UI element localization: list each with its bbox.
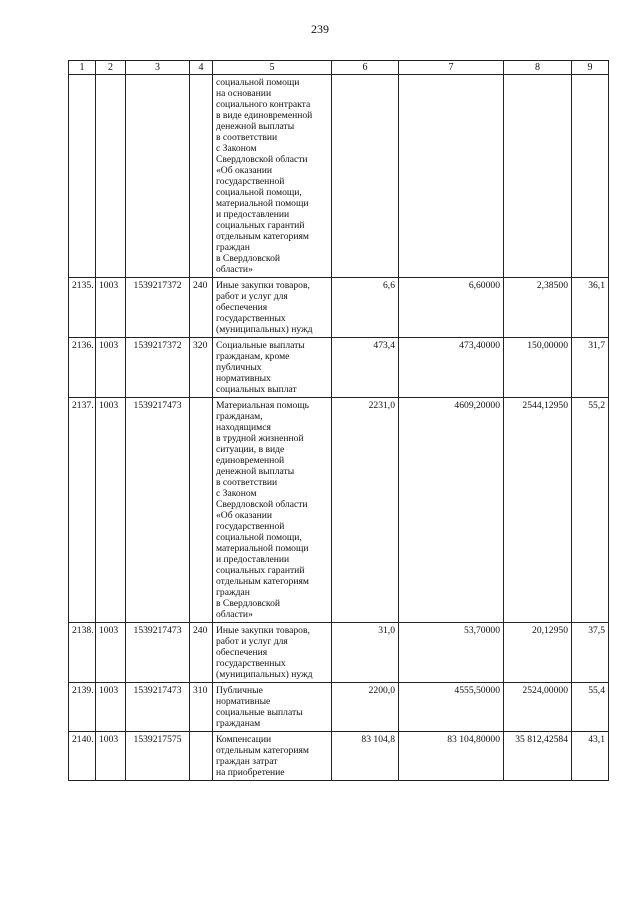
value-col6: 83 104,8 xyxy=(332,732,399,781)
row-number: 2140. xyxy=(69,732,96,781)
section-code: 1003 xyxy=(96,683,126,732)
section-code: 1003 xyxy=(96,623,126,683)
row-description: Материальная помощь гражданам, находящимся в трудной жизненной ситуации, в виде единовременной денежной выплаты в соответствии с Законом Свердловской области «Об оказании государственной социальной помощи, материальной помощи и предоставлении социальных гарантий отдельным категориям граждан в Свердловской области» xyxy=(213,398,332,623)
value-col6: 473,4 xyxy=(332,338,399,398)
table-row xyxy=(69,732,609,781)
target-code: 1539217473 xyxy=(126,398,190,623)
value-col9: 36,1 xyxy=(572,278,609,338)
table-row xyxy=(69,623,609,683)
row-description: социальной помощи на основании социального контракта в виде единовременной денежной выплаты в соответствии с Законом Свердловской области «Об оказании государственной социальной помощи, материальной помощи и предоставлении социальных гарантий отдельным категориям граждан в Свердловской области» xyxy=(213,75,332,278)
row-number: 2136. xyxy=(69,338,96,398)
value-col6: 31,0 xyxy=(332,623,399,683)
expense-type: 310 xyxy=(190,683,213,732)
value-col6: 2231,0 xyxy=(332,398,399,623)
value-col7: 83 104,80000 xyxy=(399,732,504,781)
target-code: 1539217575 xyxy=(126,732,190,781)
header-row xyxy=(69,61,609,75)
expense-type: 240 xyxy=(190,623,213,683)
expense-type: 320 xyxy=(190,338,213,398)
value-col8: 2544,12950 xyxy=(504,398,572,623)
value-col8: 2524,00000 xyxy=(504,683,572,732)
table-row xyxy=(69,683,609,732)
page-number: 239 xyxy=(311,22,329,36)
expense-type: 240 xyxy=(190,278,213,338)
value-col7: 53,70000 xyxy=(399,623,504,683)
value-col6: 2200,0 xyxy=(332,683,399,732)
value-col6 xyxy=(332,75,399,278)
target-code: 1539217372 xyxy=(126,338,190,398)
budget-table xyxy=(68,60,609,781)
row-number xyxy=(69,75,96,278)
value-col8: 150,00000 xyxy=(504,338,572,398)
column-header: 1 xyxy=(69,61,96,75)
column-header: 6 xyxy=(332,61,399,75)
row-description: Компенсации отдельным категориям граждан затрат на приобретение xyxy=(213,732,332,781)
value-col9: 43,1 xyxy=(572,732,609,781)
table-row xyxy=(69,398,609,623)
column-header: 3 xyxy=(126,61,190,75)
row-number: 2139. xyxy=(69,683,96,732)
column-header: 5 xyxy=(213,61,332,75)
value-col8: 2,38500 xyxy=(504,278,572,338)
column-header: 7 xyxy=(399,61,504,75)
table-row xyxy=(69,278,609,338)
value-col9: 37,5 xyxy=(572,623,609,683)
value-col7: 4555,50000 xyxy=(399,683,504,732)
table-row xyxy=(69,338,609,398)
value-col7: 473,40000 xyxy=(399,338,504,398)
value-col6: 6,6 xyxy=(332,278,399,338)
expense-type xyxy=(190,75,213,278)
target-code: 1539217372 xyxy=(126,278,190,338)
section-code: 1003 xyxy=(96,278,126,338)
section-code: 1003 xyxy=(96,732,126,781)
row-description: Иные закупки товаров, работ и услуг для обеспечения государственных (муниципальных) нужд xyxy=(213,278,332,338)
column-header: 4 xyxy=(190,61,213,75)
row-number: 2135. xyxy=(69,278,96,338)
value-col8 xyxy=(504,75,572,278)
value-col8: 20,12950 xyxy=(504,623,572,683)
expense-type xyxy=(190,732,213,781)
value-col9: 55,4 xyxy=(572,683,609,732)
target-code: 1539217473 xyxy=(126,623,190,683)
row-number: 2137. xyxy=(69,398,96,623)
value-col9: 55,2 xyxy=(572,398,609,623)
row-description: Социальные выплаты гражданам, кроме публичных нормативных социальных выплат xyxy=(213,338,332,398)
target-code: 1539217473 xyxy=(126,683,190,732)
row-description: Иные закупки товаров, работ и услуг для обеспечения государственных (муниципальных) нужд xyxy=(213,623,332,683)
column-header: 2 xyxy=(96,61,126,75)
row-description: Публичные нормативные социальные выплаты гражданам xyxy=(213,683,332,732)
column-header: 8 xyxy=(504,61,572,75)
value-col7 xyxy=(399,75,504,278)
section-code: 1003 xyxy=(96,398,126,623)
value-col9 xyxy=(572,75,609,278)
value-col7: 6,60000 xyxy=(399,278,504,338)
expense-type xyxy=(190,398,213,623)
target-code xyxy=(126,75,190,278)
value-col9: 31,7 xyxy=(572,338,609,398)
column-header: 9 xyxy=(572,61,609,75)
value-col7: 4609,20000 xyxy=(399,398,504,623)
section-code xyxy=(96,75,126,278)
row-number: 2138. xyxy=(69,623,96,683)
section-code: 1003 xyxy=(96,338,126,398)
table-row xyxy=(69,75,609,278)
value-col8: 35 812,42584 xyxy=(504,732,572,781)
